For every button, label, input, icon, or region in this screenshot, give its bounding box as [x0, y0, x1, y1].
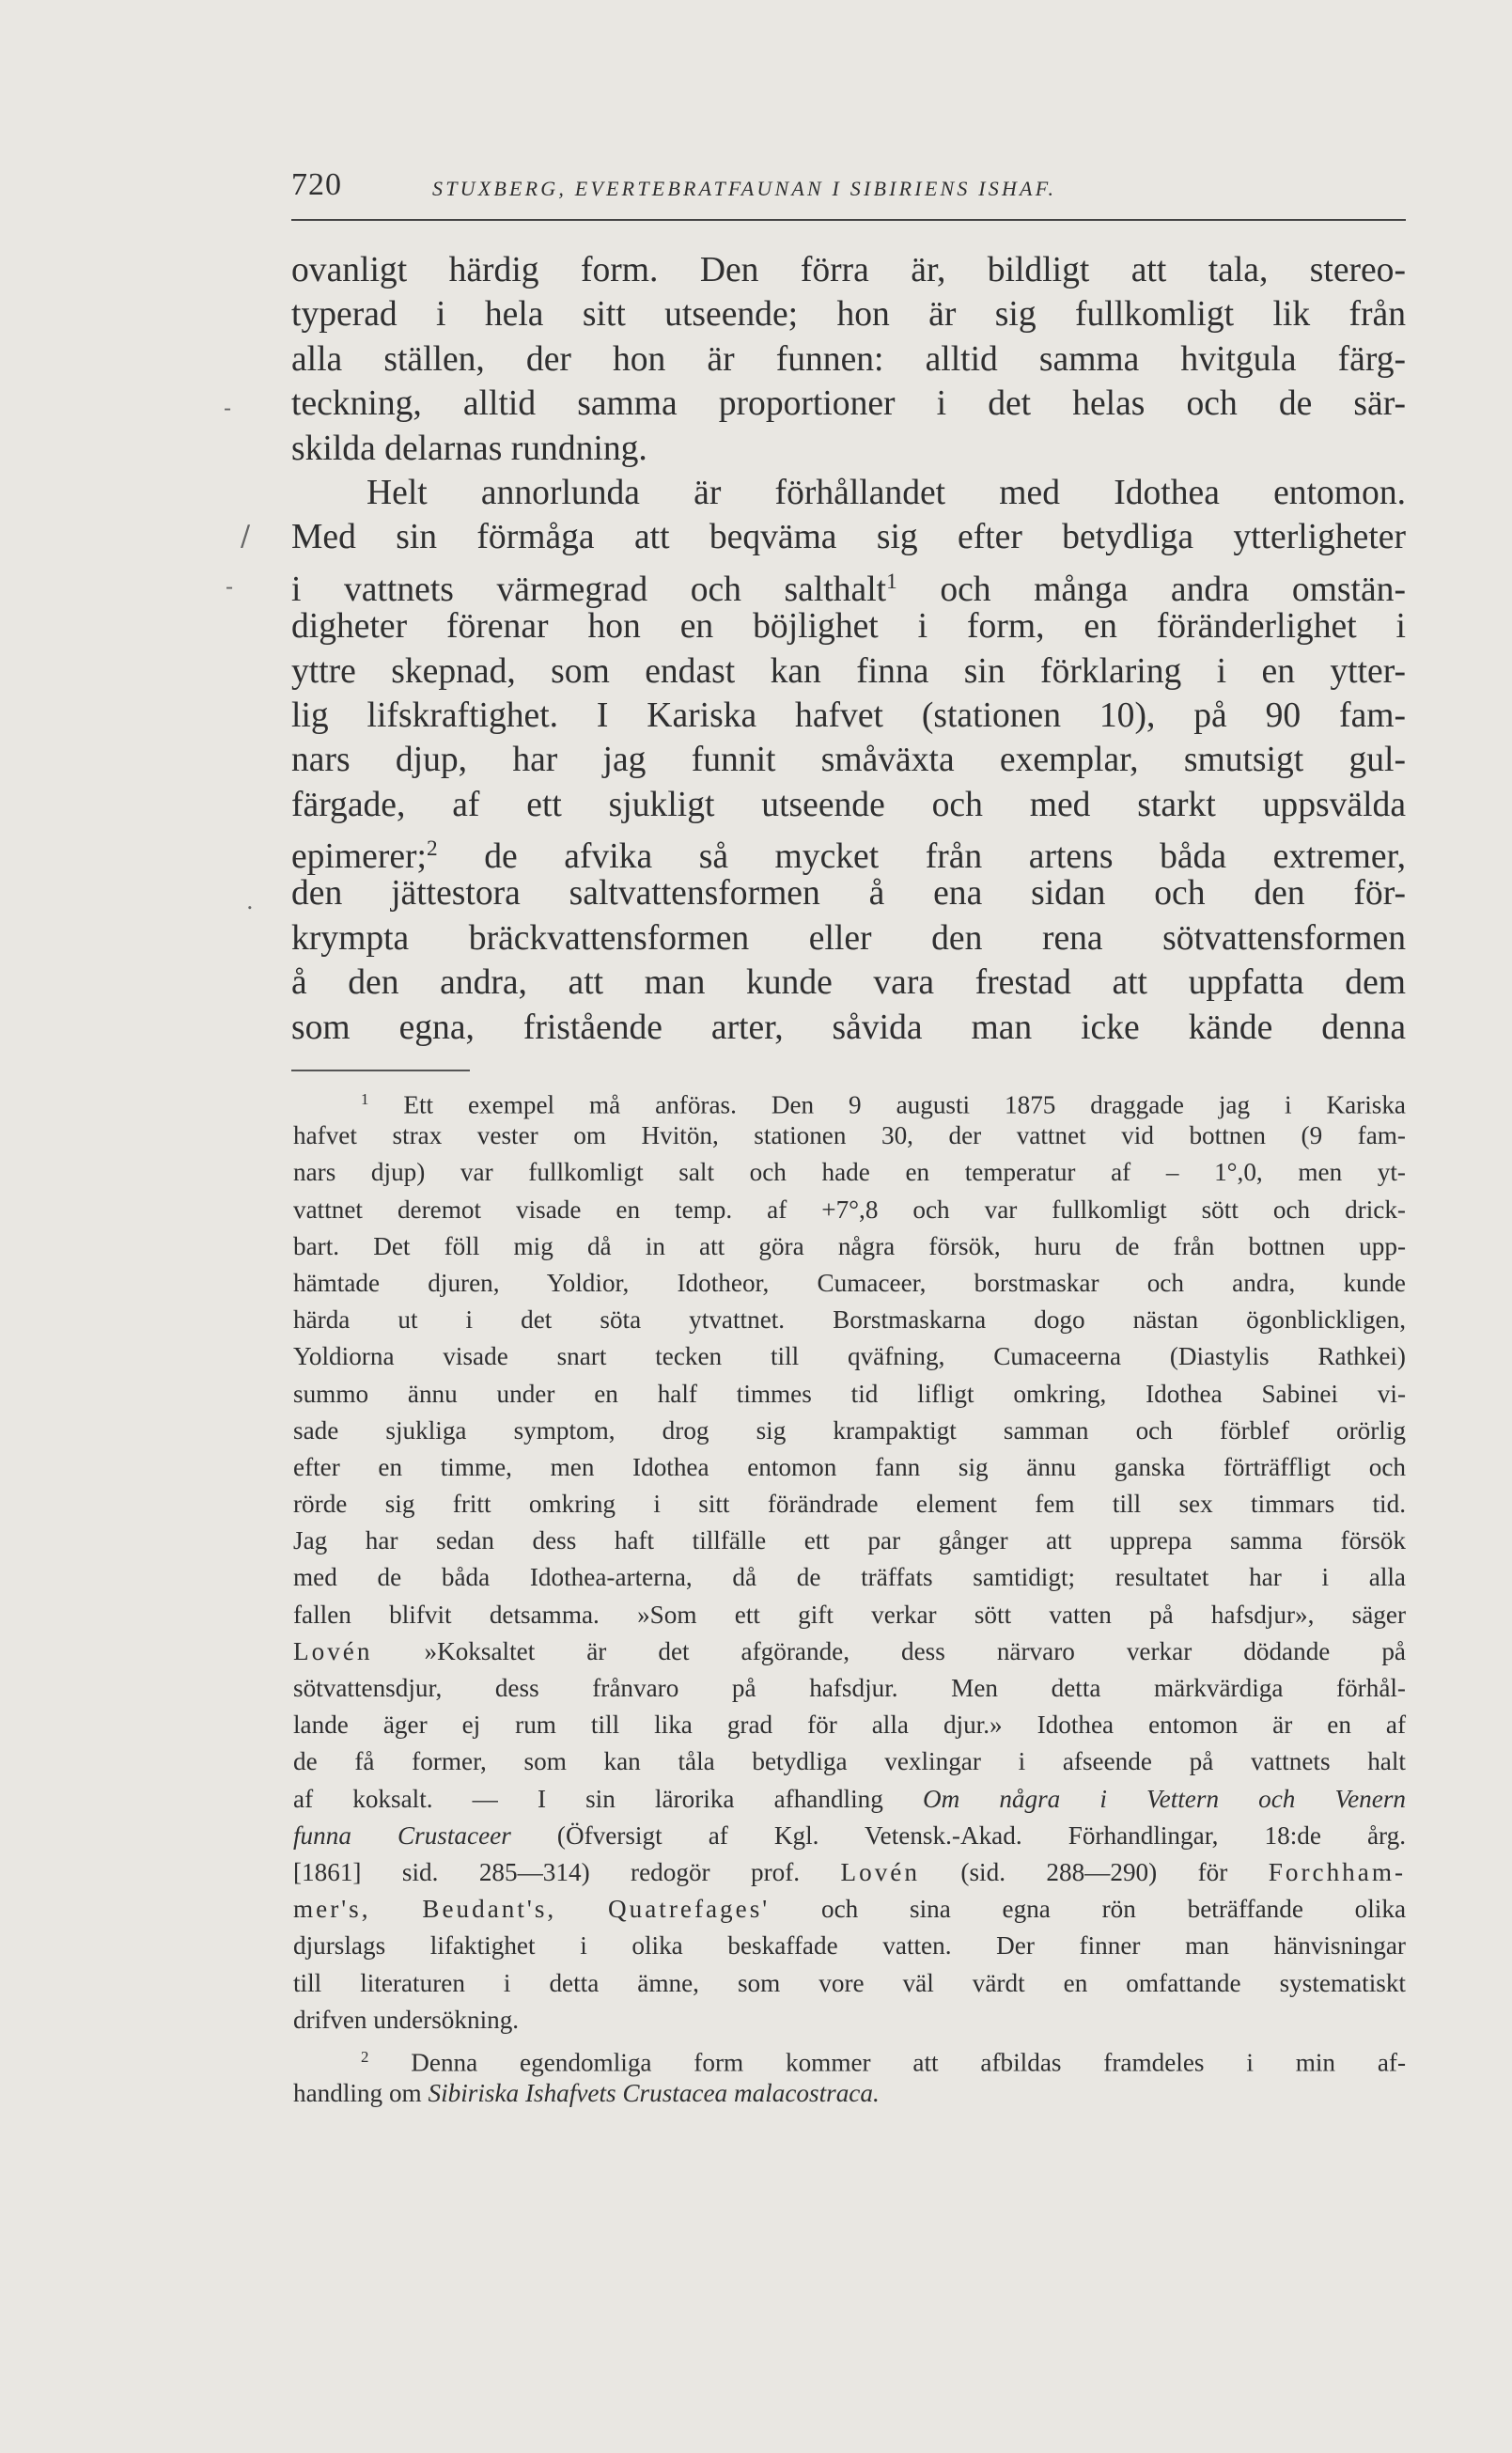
text-line: färgade, af ett sjukligt utseende och med starkt uppsvälda — [291, 785, 1406, 824]
footnote-line: hämtade djuren, Yoldior, Idotheor, Cumaceer, borstmaskar och andra, kunde — [293, 1268, 1406, 1297]
footnote-line: till literaturen i detta ämne, som vore väl värdt en omfattande systematiskt — [293, 1968, 1406, 1997]
margin-mark: / — [241, 520, 251, 553]
footnotes — [293, 1081, 1406, 2112]
text-line: krympta bräckvattensformen eller den rena sötvattensformen — [291, 918, 1406, 958]
text-line: typerad i hela sitt utseende; hon är sig fullkomligt lik från — [291, 295, 1406, 335]
author-name-forchhammer: mer's, — [293, 1895, 371, 1924]
footnote-line: drifven undersökning. — [293, 2005, 520, 2034]
text-line: den jättestora saltvattensformen å ena sidan och den för- — [291, 874, 1406, 914]
footnote-line: Jag har sedan dess haft tillfälle ett par gånger att upprepa samma försök — [293, 1526, 1406, 1555]
text-line: yttre skepnad, som endast kan finna sin förklaring i en ytter- — [291, 651, 1406, 691]
text-fragment: Ett exempel må anföras. Den 9 augusti 1875 draggade jag i Kariska — [403, 1090, 1406, 1119]
text-fragment: och sina egna rön beträffande olika — [820, 1895, 1407, 1924]
running-head — [291, 167, 1410, 214]
margin-mark: - — [224, 395, 232, 421]
footnote-line — [293, 1781, 1406, 1818]
footnote-line — [293, 1081, 1406, 1117]
footnote-line — [293, 1854, 1406, 1891]
footnote-line: summo ännu under en half timmes tid lifligt omkring, Idothea Sabinei vi- — [293, 1379, 1406, 1408]
running-title: STUXBERG, EVERTEBRATFAUNAN I SIBIRIENS ISHAF. — [432, 177, 1057, 200]
footnote-line: med de båda Idothea-arterna, då de träffats samtidigt; resultatet har i alla — [293, 1563, 1406, 1592]
text-line: teckning, alltid samma proportioner i det helas och de sär- — [291, 384, 1406, 424]
text-fragment: af koksalt. — I sin lärorika afhandling — [293, 1784, 883, 1813]
footnote-line: de få former, som kan tåla betydliga vexlingar i afseende på vattnets halt — [293, 1747, 1406, 1776]
text-line: Med sin förmåga att beqväma sig efter betydliga ytterligheter — [291, 518, 1406, 557]
footnote-line: Yoldiorna visade snart tecken till qväfning, Cumaceerna (Diastylis Rathkei) — [293, 1342, 1406, 1371]
footnote-line: fallen blifvit detsamma. »Som ett gift verkar sött vatten på hafsdjur», säger — [293, 1600, 1406, 1629]
footnote-ref-2[interactable]: 2 — [426, 836, 438, 862]
text-line: alla ställen, der hon är funnen: alltid samma hvitgula färg- — [291, 339, 1406, 379]
text-line: lig lifskraftighet. I Kariska hafvet (stationen 10), på 90 fam- — [291, 695, 1406, 735]
text-fragment: Denna egendomliga form kommer att afbildas framdeles i min af- — [411, 2048, 1406, 2077]
footnote-line: efter en timme, men Idothea entomon fann sig ännu ganska förträffligt och — [293, 1452, 1406, 1481]
margin-mark: - — [226, 573, 234, 600]
text-fragment: (sid. 288—290) för — [960, 1857, 1228, 1886]
cited-title: funna Crustaceer — [293, 1820, 511, 1850]
author-name-quatrefages: Quatrefages' — [607, 1895, 771, 1924]
footnote-line: rörde sig fritt omkring i sitt förändrade element fem till sex timmars tid. — [293, 1490, 1406, 1519]
text-fragment: epimerer; — [291, 836, 427, 876]
header-rule — [291, 219, 1406, 221]
footnote-rule — [291, 1070, 470, 1071]
footnote-line — [293, 1891, 1406, 1928]
text-line: skilda delarnas rundning. — [291, 429, 647, 468]
text-fragment: i vattnets värmegrad och salthalt — [291, 570, 887, 609]
footnote-line — [293, 1633, 1406, 1670]
footnote-line: djurslags lifaktighet i olika beskaffade vatten. Der finner man hänvisningar — [293, 1931, 1406, 1961]
text-line: som egna, fristående arter, såvida man icke kände denna — [291, 1008, 1406, 1047]
footnote-line: sade sjukliga symptom, drog sig krampaktigt samman och förblef orörlig — [293, 1415, 1406, 1445]
footnote-ref-1[interactable]: 1 — [886, 569, 897, 594]
text-fragment: och många andra omstän- — [940, 570, 1406, 609]
text-line: ovanligt härdig form. Den förra är, bildligt att tala, stereo- — [291, 251, 1406, 289]
text-line — [291, 560, 1406, 609]
footnote-line: sötvattensdjur, dess frånvaro på hafsdjur. Men detta märkvärdiga förhål- — [293, 1674, 1406, 1702]
cited-title: Om några i Vettern och Venern — [922, 1784, 1406, 1813]
cited-title: Sibiriska Ishafvets Crustacea malacostraca. — [428, 2079, 880, 2108]
footnote-line: hafvet strax vester om Hvitön, stationen 30, der vattnet vid bottnen (9 fam- — [293, 1121, 1406, 1150]
author-name-loven: Lovén — [293, 1636, 373, 1665]
footnote-mark-1: 1 — [361, 1090, 369, 1108]
margin-mark: . — [246, 888, 254, 914]
page-number: 720 — [291, 167, 342, 202]
author-name-loven: Lovén — [840, 1857, 920, 1886]
text-line: digheter förenar hon en böjlighet i form, en föränderlighet i — [291, 607, 1406, 647]
footnote-line: härda ut i det söta ytvattnet. Borstmaskarna dogo nästan ögonblickligen, — [293, 1305, 1406, 1335]
text-line — [291, 827, 1406, 876]
author-name-forchhammer: Forchham- — [1268, 1857, 1407, 1886]
footnote-mark-2: 2 — [361, 2047, 369, 2066]
footnote-line — [293, 2039, 1406, 2075]
text-line: nars djup, har jag funnit småväxta exemplar, smutsigt gul- — [291, 741, 1406, 780]
author-name-beudant: Beudant's, — [422, 1895, 557, 1924]
text-line: å den andra, att man kunde vara frestad att uppfatta dem — [291, 963, 1406, 1003]
footnote-line: vattnet deremot visade en temp. af +7°,8 och var fullkomligt sött och drick- — [293, 1195, 1406, 1224]
text-fragment: »Koksaltet är det afgörande, dess närvaro verkar dödande på — [424, 1636, 1407, 1665]
footnote-line: nars djup) var fullkomligt salt och hade en temperatur af – 1°,0, men yt- — [293, 1158, 1406, 1187]
text-fragment: (Öfversigt af Kgl. Vetensk.-Akad. Förhandlingar, 18:de årg. — [556, 1820, 1407, 1850]
footnote-line — [293, 2075, 1406, 2112]
text-fragment: handling om — [293, 2079, 422, 2108]
footnote-line: bart. Det föll mig då in att göra några försök, huru de från bottnen upp- — [293, 1231, 1406, 1260]
footnote-line — [293, 1818, 1406, 1854]
text-line: Helt annorlunda är förhållandet med Idothea entomon. — [366, 473, 1406, 512]
footnote-line: lande äger ej rum till lika grad för alla djur.» Idothea entomon är en af — [293, 1711, 1406, 1740]
body-text — [291, 248, 1406, 1050]
text-fragment: [1861] sid. 285—314) redogör prof. — [293, 1857, 801, 1886]
text-fragment: de afvika så mycket från artens båda extremer, — [484, 836, 1406, 876]
